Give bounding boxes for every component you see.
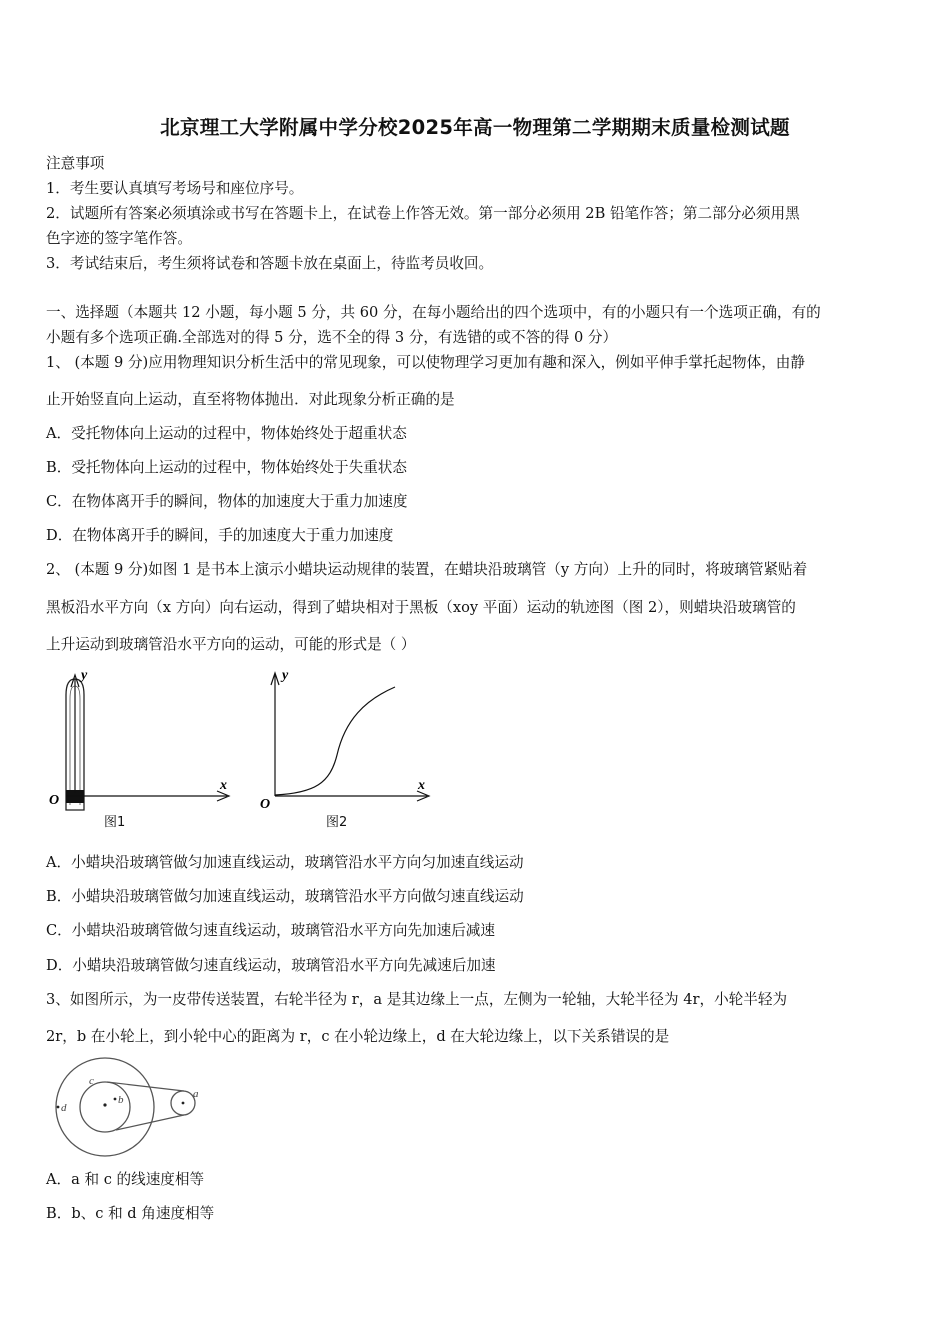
figure-3-belt-pulley xyxy=(50,1055,210,1161)
question-3-stem: 3、如图所示，为一皮带传送装置，右轮半径为 r，a 是其边缘上一点，左侧为一轮轴，大轮半径为 4r，小轮半轻为 xyxy=(46,991,788,1008)
figure-1-caption: 图1 xyxy=(104,815,126,830)
trajectory-curve xyxy=(275,687,395,795)
notice-item: 色字迹的签字笔作答。 xyxy=(46,230,192,247)
origin-label: O xyxy=(49,793,60,808)
small-wheel xyxy=(80,1082,130,1132)
question-3-stem: 2r，b 在小轮上，到小轮中心的距离为 r，c 在小轮边缘上，d 在大轮边缘上，以下关系错误的是 xyxy=(46,1028,670,1045)
axis-y-label: y xyxy=(282,668,289,683)
figure-1-glass-tube xyxy=(45,665,240,835)
notice-item: 3．考试结束后，考生须将试卷和答题卡放在桌面上，待监考员收回。 xyxy=(46,255,494,272)
axis-y-label: y xyxy=(81,668,88,683)
question-1-option: D．在物体离开手的瞬间，手的加速度大于重力加速度 xyxy=(46,527,394,544)
question-3-option: A．a 和 c 的线速度相等 xyxy=(46,1171,205,1188)
section-instructions: 小题有多个选项正确.全部选对的得 5 分，选不全的得 3 分，有选错的或不答的得 0 分） xyxy=(46,329,618,346)
question-2-stem: 上升运动到玻璃管沿水平方向的运动，可能的形式是（ ） xyxy=(46,636,416,653)
notice-heading: 注意事项 xyxy=(46,155,105,172)
origin-label: O xyxy=(260,797,271,812)
notice-item: 2．试题所有答案必须填涂或书写在答题卡上，在试卷上作答无效。第一部分必须用 2B 铅笔作答；第二部分必须用黑 xyxy=(46,205,800,222)
page-title: 北京理工大学附属中学分校2025年高一物理第二学期期末质量检测试题 xyxy=(160,116,790,139)
question-1-option: C．在物体离开手的瞬间，物体的加速度大于重力加速度 xyxy=(46,493,408,510)
question-2-stem: 2、 (本题 9 分)如图 1 是书本上演示小蜡块运动规律的装置，在蜡块沿玻璃管（y 方向）上升的同时，将玻璃管紧贴着 xyxy=(46,561,808,578)
section-instructions: 一、选择题（本题共 12 小题，每小题 5 分，共 60 分，在每小题给出的四个选项中，有的小题只有一个选项正确，有的 xyxy=(46,304,821,321)
question-2-stem: 黑板沿水平方向（x 方向）向右运动，得到了蜡块相对于黑板（xoy 平面）运动的轨迹图（图 2），则蜡块沿玻璃管的 xyxy=(46,599,796,616)
question-2-option: A．小蜡块沿玻璃管做匀加速直线运动，玻璃管沿水平方向匀加速直线运动 xyxy=(46,854,524,871)
question-2-option: B．小蜡块沿玻璃管做匀加速直线运动，玻璃管沿水平方向做匀速直线运动 xyxy=(46,888,524,905)
question-2-option: C．小蜡块沿玻璃管做匀速直线运动，玻璃管沿水平方向先加速后减速 xyxy=(46,922,495,939)
point-d-label: d xyxy=(61,1102,67,1114)
figure-2-caption: 图2 xyxy=(326,815,348,830)
point-a-label: a xyxy=(193,1088,199,1100)
large-wheel xyxy=(56,1058,154,1156)
point-c-label: c xyxy=(89,1075,94,1087)
axis-x-label: x xyxy=(418,778,425,793)
point-b-label: b xyxy=(118,1094,124,1106)
question-2-option: D．小蜡块沿玻璃管做匀速直线运动，玻璃管沿水平方向先减速后加速 xyxy=(46,957,496,974)
question-3-option: B．b、c 和 d 角速度相等 xyxy=(46,1205,215,1222)
question-1-stem: 止开始竖直向上运动，直至将物体抛出．对此现象分析正确的是 xyxy=(46,391,455,408)
figure-2-trajectory xyxy=(255,665,440,815)
axis-x-label: x xyxy=(220,778,227,793)
question-1-option: B．受托物体向上运动的过程中，物体始终处于失重状态 xyxy=(46,459,407,476)
notice-item: 1．考生要认真填写考场号和座位序号。 xyxy=(46,180,304,197)
question-1-stem: 1、 (本题 9 分)应用物理知识分析生活中的常见现象，可以使物理学习更加有趣和深入，例如平伸手掌托起物体，由静 xyxy=(46,354,805,371)
question-1-option: A．受托物体向上运动的过程中，物体始终处于超重状态 xyxy=(46,425,407,442)
